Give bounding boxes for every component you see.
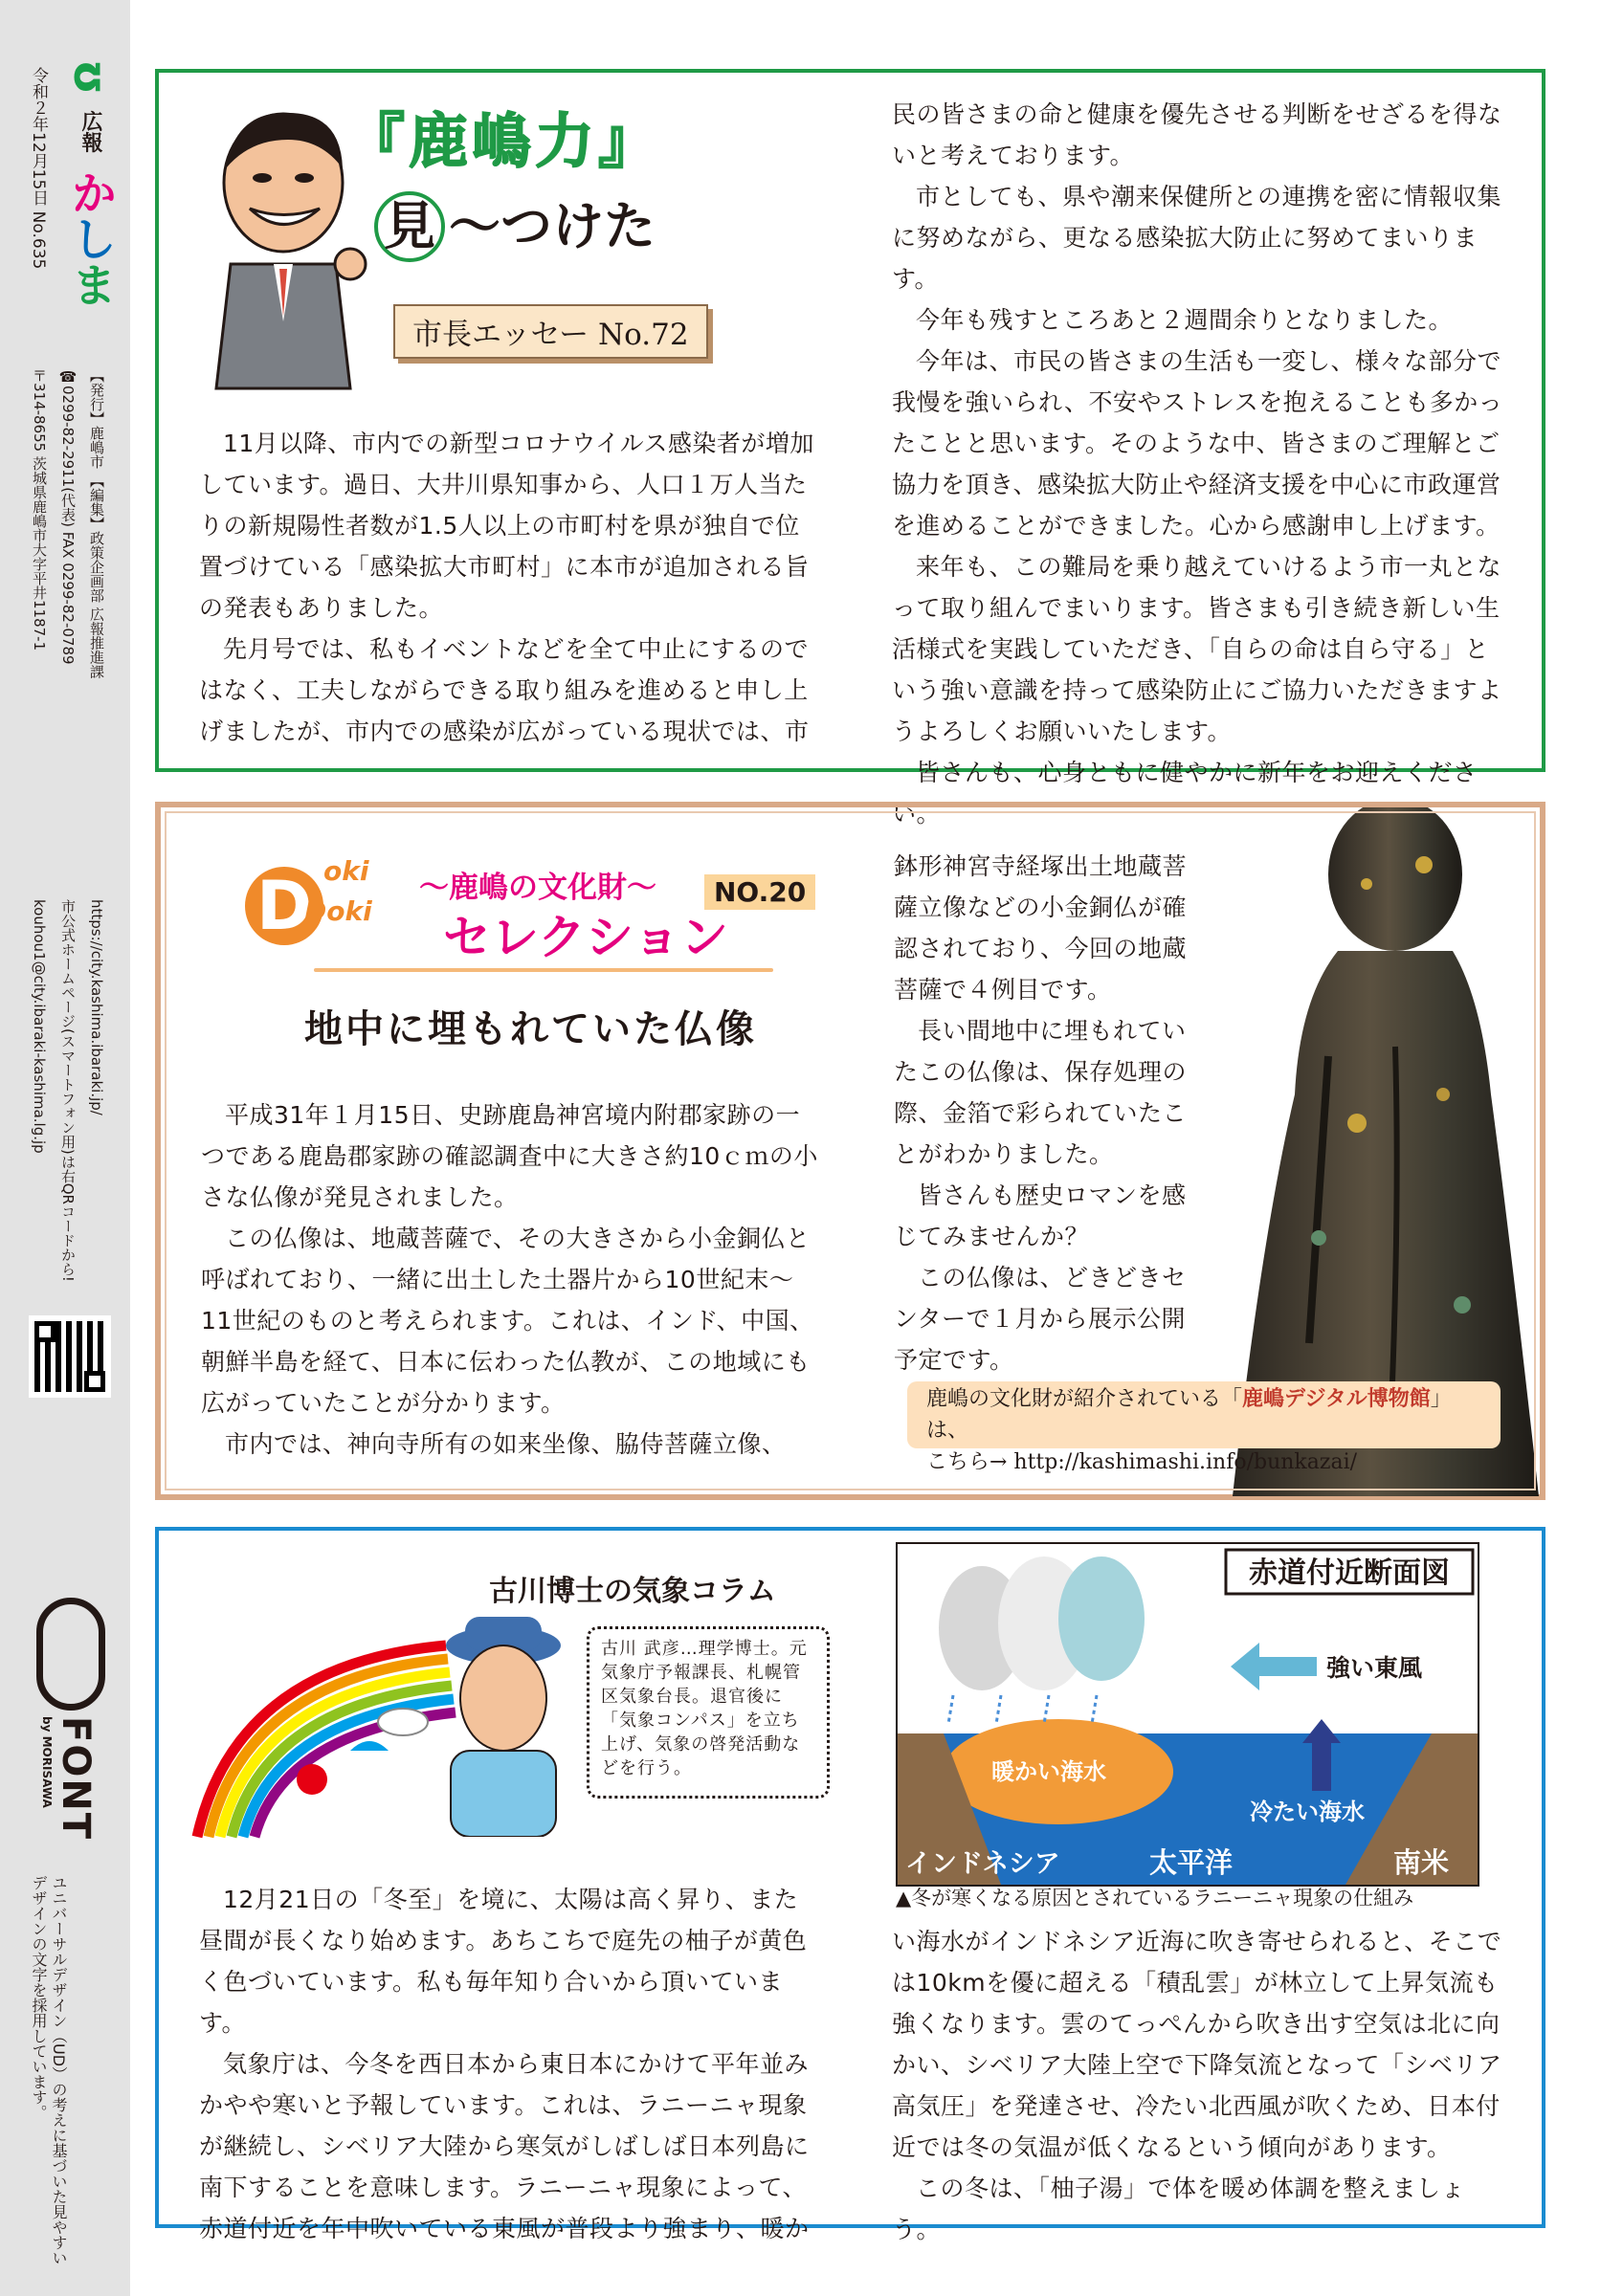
phone-info: ☎0299-82-2911(代表) FAX 0299-82-0789 bbox=[59, 368, 77, 665]
doki-doki-selection-logo: D oki Doki 〜鹿嶋の文化財〜 セレクション bbox=[237, 853, 792, 978]
city-mark-icon: ʊ bbox=[63, 59, 117, 96]
ud-mark-icon bbox=[36, 1598, 105, 1711]
sidebar bbox=[0, 0, 130, 2296]
selection-number: NO.20 bbox=[704, 874, 815, 910]
equator-cross-section-diagram bbox=[896, 1542, 1479, 1887]
essay-paragraph: 皆さんも、心身ともに健やかに新年をお迎えください。 bbox=[892, 759, 1478, 828]
cultural-property-section bbox=[155, 802, 1545, 1500]
essay-right-column bbox=[892, 94, 1509, 834]
website-link[interactable]: https://city.kashima.ibaraki.jp/ bbox=[88, 899, 105, 1115]
indonesia-label: インドネシア bbox=[905, 1849, 1060, 1879]
bunkazai-right-column bbox=[894, 846, 1190, 1380]
bunkazai-paragraph: この仏像は、どきどきセンターで１月から展示公開予定です。 bbox=[894, 1264, 1187, 1374]
publisher-info: 【発行】鹿嶋市 【編集】政策企画部 広報推進課 bbox=[88, 368, 105, 679]
qr-note: 市公式ホームページ(スマートフォン用)は右QRコードから! bbox=[59, 899, 77, 1282]
kouhou-kashima-logo: ʊ 広報 かしま bbox=[63, 59, 117, 307]
email-link[interactable]: kouhou1@city.ibaraki-kashima.lg.jp bbox=[31, 899, 48, 1154]
essay-subtitle: 見 〜つけた bbox=[374, 186, 656, 262]
bunkazai-paragraph: 長い間地中に埋もれていたこの仏像は、保存処理の際、金箔で彩られていたことがわかりました。 bbox=[894, 1017, 1188, 1168]
digital-museum-link[interactable]: 鹿嶋の文化財が紹介されている「鹿嶋デジタル博物館」は、 こちら→ http://kashimashi.info/bunkazai/ bbox=[907, 1381, 1501, 1448]
essay-paragraph: 11月以降、市内での新型コロナウイルス感染者が増加しています。過日、大井川県知事から、人口１万人当たりの新規陽性者数が1.5人以上の市町村を県が独自で位置づけている「感染拡大市町村」に本市が追加される旨の発表もありました。 bbox=[199, 430, 814, 622]
weather-paragraph: 12月21日の「冬至」を境に、太陽は高く昇り、また昼間が長くなり始めます。あちこちで庭先の柚子が黄色く色づいています。私も毎年知り合いから頂いています。 bbox=[199, 1886, 808, 2037]
essay-number-badge: 市長エッセー No.72 bbox=[393, 304, 708, 359]
ud-font-logo: FONT by MORISAWA bbox=[36, 1598, 105, 1818]
column-title: 古川博士の気象コラム bbox=[489, 1575, 776, 1608]
bunkazai-paragraph: 鉢形神宮寺経塚出土地蔵菩薩立像などの小金銅仏が確認されており、今回の地蔵菩薩で４例目です。 bbox=[894, 852, 1188, 1004]
weather-paragraph: い海水がインドネシア近海に吹き寄せられると、そこでは10kmを優に超える「積乱雲」が林立して上昇気流も強くなります。雲のてっぺんから吹き出す空気は北に向かい、シベリア大陸上空で下降気流となって「シベリア高気圧」を発達させ、冷たい北西風が吹くため、日本付近では冬の気温が低くなるという傾向があります。 bbox=[892, 1928, 1502, 2161]
essay-paragraph: 今年も残すところあと２週間余りとなりました。 bbox=[916, 306, 1454, 334]
issue-date: 令和２年12月15日 No.635 bbox=[29, 67, 48, 270]
weather-left-column bbox=[199, 1879, 816, 2249]
essay-title: 『鹿嶋力』 bbox=[345, 106, 662, 176]
essay-paragraph: 来年も、この難局を乗り越えていけるよう市一丸となって取り組んでまいります。皆さまも引き続き新しい生活様式を実践していただき、「自らの命は自ら守る」という強い意識を持って感染防止にご協力いただきますようよろしくお願いいたします。 bbox=[892, 553, 1502, 745]
doctor-bio: 古川 武彦…理学博士。元気象庁予報課長、札幌管区気象台長。退官後に「気象コンパス」を立ち上げ、気象の啓発活動などを行う。 bbox=[587, 1626, 830, 1799]
diagram-title: 赤道付近断面図 bbox=[1249, 1556, 1450, 1590]
article-title: 地中に埋もれていた仏像 bbox=[304, 1006, 757, 1051]
essay-paragraph: 民の皆さまの命と健康を優先させる判断をせざるを得ないと考えております。 bbox=[892, 100, 1502, 169]
pacific-label: 太平洋 bbox=[1149, 1846, 1234, 1879]
bunkazai-paragraph: 皆さんも歴史ロマンを感じてみませんか？ bbox=[894, 1181, 1187, 1250]
essay-left-column bbox=[199, 423, 816, 752]
qr-code[interactable] bbox=[29, 1315, 111, 1398]
warm-water-label: 暖かい海水 bbox=[991, 1758, 1106, 1785]
weather-column-section bbox=[155, 1527, 1545, 2243]
wind-label: 強い東風 bbox=[1326, 1654, 1423, 1682]
bunkazai-paragraph: この仏像は、地蔵菩薩で、その大きさから小金銅仏と呼ばれており、一緒に出土した土器片から10世紀末〜11世紀のものと考えられます。これは、インド、中国、朝鮮半島を経て、日本に伝わった仏教が、この地域にも広がっていたことが分かります。 bbox=[201, 1225, 814, 1417]
ud-caption: ユニバーサルデザイン（UD）の考えに基づいた見やすいデザインの文字を採用しています。 bbox=[30, 1875, 68, 2266]
weather-paragraph: 気象庁は、今冬を西日本から東日本にかけて平年並みかやや寒いと予報しています。これは、ラニーニャ現象が継続し、シベリア大陸から寒気がしばしば日本列島に南下することを意味します。ラニーニャ現象によって、赤道付近を年中吹いている東風が普段より強まり、暖か bbox=[199, 2050, 810, 2242]
cold-water-label: 冷たい海水 bbox=[1250, 1799, 1365, 1825]
bunkazai-left-column bbox=[201, 1094, 818, 1465]
bunkazai-paragraph: 市内では、神向寺所有の如来坐像、脇侍菩薩立像、 bbox=[225, 1430, 787, 1458]
essay-paragraph: 今年は、市民の皆さまの生活も一変し、様々な部分で我慢を強いられ、不安やストレスを抱えることも多かったことと思います。そのような中、皆さまのご理解とご協力を頂き、感染拡大防止や経済支援を中心に市政運営を進めることができました。心から感謝申し上げます。 bbox=[892, 347, 1503, 540]
weather-right-column bbox=[892, 1921, 1509, 2250]
weather-paragraph: この冬は、「柚子湯」で体を暖め体調を整えましょう。 bbox=[892, 2175, 1466, 2243]
south-america-label: 南米 bbox=[1393, 1846, 1450, 1879]
address-info: 〒314-8655 茨城県鹿嶋市大字平井1187-1 bbox=[31, 368, 48, 651]
mayor-essay-section bbox=[155, 69, 1545, 828]
essay-paragraph: 市としても、県や潮来保健所との連携を密に情報収集に努めながら、更なる感染拡大防止に努めてまいります。 bbox=[892, 183, 1502, 293]
doctor-furukawa-icon bbox=[436, 1607, 570, 1837]
essay-paragraph: 先月号では、私もイベントなどを全て中止にするのではなく、工夫しながらできる取り組みを進めると申し上げましたが、市内での感染が広がっている現状では、市 bbox=[199, 635, 810, 745]
bunkazai-paragraph: 平成31年１月15日、史跡鹿島神宮境内附郡家跡の一つである鹿島郡家跡の確認調査中に大きさ約10ｃｍの小さな仏像が発見されました。 bbox=[201, 1101, 818, 1211]
diagram-caption: ▲冬が寒くなる原因とされているラニーニャ現象の仕組み bbox=[896, 1887, 1414, 1910]
